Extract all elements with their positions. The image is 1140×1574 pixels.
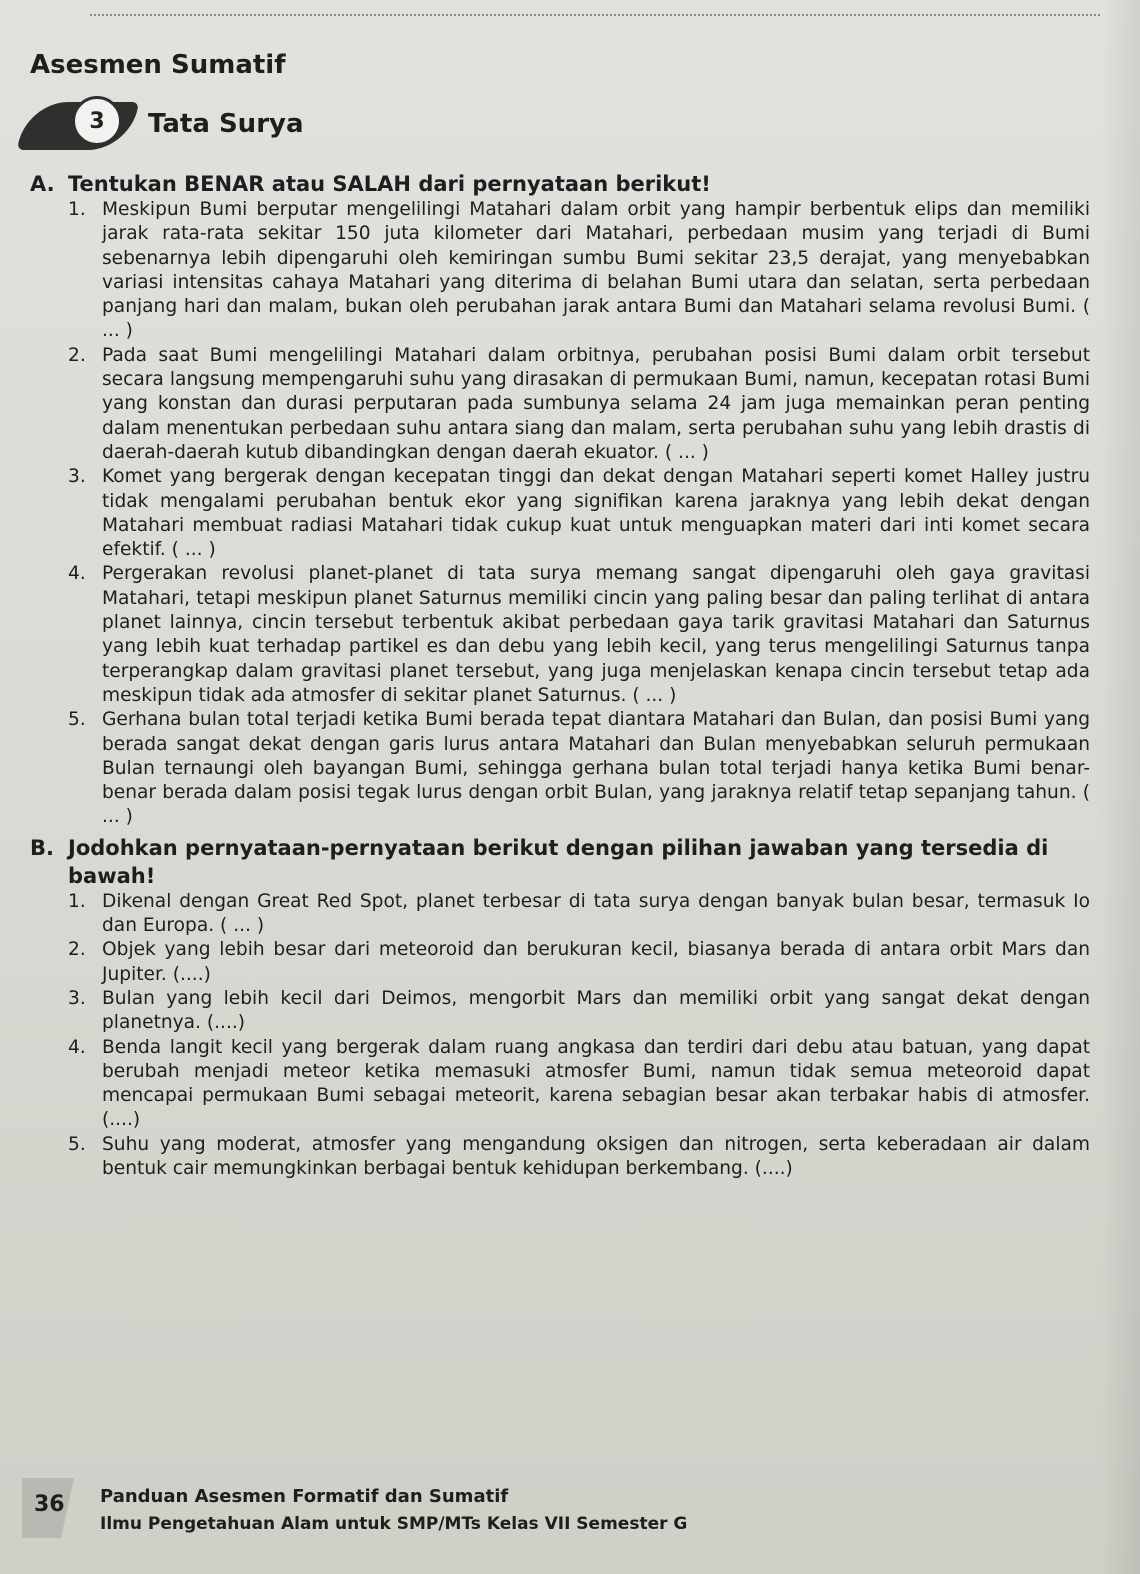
question-number: 5. (68, 709, 86, 731)
chapter-header (22, 94, 304, 154)
question-item (68, 562, 1090, 708)
question-item (68, 1133, 1090, 1182)
question-number: 1. (68, 199, 86, 220)
book-series-title: Panduan Asesmen Formatif dan Sumatif (100, 1486, 509, 1507)
question-item (68, 465, 1090, 562)
question-content (30, 170, 1090, 1185)
page-footer (22, 1470, 1122, 1570)
question-text: Benda langit kecil yang bergerak dalam ruang angkasa dan terdiri dari debu atau batuan, yang dapat berubah menjadi meteor ketika memasuki atmosfer Bumi, namun tidak semua meteoroid dapat mencapai permukaan Bumi sebagai meteorit, karena sebagian besar akan terbakar habis di atmosfer. (....) (102, 1036, 1090, 1131)
question-number: 4. (68, 563, 86, 585)
question-text: Suhu yang moderat, atmosfer yang mengandung oksigen dan nitrogen, serta keberadaan air dalam bentuk cair memungkinkan berbagai bentuk kehidupan berkembang. (....) (102, 1133, 1090, 1179)
chapter-badge-icon (22, 94, 140, 154)
page-number: 36 (34, 1492, 65, 1517)
question-item (68, 890, 1090, 939)
question-text: Pada saat Bumi mengelilingi Matahari dalam orbitnya, perubahan posisi Bumi dalam orbit tersebut secara langsung mempengaruhi suhu yang dirasakan di permukaan Bumi, namun, kecepatan rotasi Bumi yang konstan dan durasi perputaran pada sumbunya selama 24 jam juga memainkan peran penting dalam menentukan perbedaan suhu antara siang dan malam, serta perubahan suhu yang lebih drastis di daerah-daerah kutub dibandingkan dengan daerah ekuator. ( ... ) (102, 344, 1090, 463)
question-text: Dikenal dengan Great Red Spot, planet terbesar di tata surya dengan banyak bulan besar, termasuk Io dan Europa. ( ... ) (102, 890, 1090, 937)
question-item (68, 1036, 1090, 1133)
book-subject-title: Ilmu Pengetahuan Alam untuk SMP/MTs Kelas VII Semester G (100, 1514, 688, 1534)
question-item (68, 198, 1090, 344)
section-instruction: Tentukan BENAR atau SALAH dari pernyataan berikut! (68, 172, 711, 196)
section-a-heading (30, 170, 1090, 198)
section-instruction: Jodohkan pernyataan-pernyataan berikut dengan pilihan jawaban yang tersedia di bawah! (68, 835, 1049, 888)
question-item (68, 708, 1090, 829)
section-letter: A. (30, 172, 55, 196)
section-a-questions (30, 198, 1090, 830)
chapter-number: 3 (72, 96, 122, 146)
question-number: 2. (68, 939, 86, 961)
question-item (68, 938, 1090, 987)
question-number: 3. (68, 466, 86, 488)
chapter-title: Tata Surya (148, 109, 304, 139)
question-text: Objek yang lebih besar dari meteoroid dan berukuran kecil, biasanya berada di antara orbit Mars dan Jupiter. (....) (102, 939, 1090, 985)
top-dotted-divider (90, 14, 1100, 16)
section-b-questions (30, 890, 1090, 1182)
question-number: 1. (68, 890, 86, 912)
question-item (68, 344, 1090, 465)
question-item (68, 987, 1090, 1036)
question-text: Bulan yang lebih kecil dari Deimos, mengorbit Mars dan memiliki orbit yang sangat dekat dengan planetnya. (....) (102, 987, 1090, 1034)
section-letter: B. (30, 835, 54, 860)
page-title: Asesmen Sumatif (30, 50, 286, 80)
section-b-heading (30, 834, 1090, 890)
question-number: 2. (68, 344, 86, 366)
question-number: 3. (68, 987, 86, 1009)
question-text: Gerhana bulan total terjadi ketika Bumi berada tepat diantara Matahari dan Bulan, dan posisi Bumi yang berada sangat dekat dengan garis lurus antara Matahari dan Bulan menyebabkan seluruh permukaan Bulan ternaungi oleh bayangan Bumi, sehingga gerhana bulan total terjadi hanya ketika Bumi benar-benar berada dalam posisi tegak lurus dengan orbit Bulan, yang jaraknya relatif tetap sepanjang tahun. ( ... ) (102, 709, 1090, 828)
question-text: Meskipun Bumi berputar mengelilingi Matahari dalam orbit yang hampir berbentuk elips dan memiliki jarak rata-rata sekitar 150 juta kilometer dari Matahari, perbedaan musim yang terjadi di Bumi sebenarnya lebih dipengaruhi oleh kemiringan sumbu Bumi sekitar 23,5 derajat, yang menyebabkan variasi intensitas cahaya Matahari yang diterima di belahan Bumi utara dan selatan, serta perbedaan panjang hari dan malam, bukan oleh perubahan jarak antara Bumi dan Matahari selama revolusi Bumi. ( ... ) (102, 199, 1090, 342)
question-number: 4. (68, 1036, 86, 1058)
question-number: 5. (68, 1133, 86, 1155)
question-text: Komet yang bergerak dengan kecepatan tinggi dan dekat dengan Matahari seperti komet Halley justru tidak mengalami perubahan bentuk ekor yang signifikan karena jaraknya yang lebih dekat dengan Matahari membuat radiasi Matahari tidak cukup kuat untuk menguapkan materi dari inti komet secara efektif. ( ... ) (102, 466, 1090, 561)
page-edge-shadow (1100, 0, 1140, 1574)
question-text: Pergerakan revolusi planet-planet di tata surya memang sangat dipengaruhi oleh gaya gravitasi Matahari, tetapi meskipun planet Saturnus memiliki cincin yang paling besar dan paling terlihat di antara planet lainnya, cincin tersebut terbentuk akibat perbedaan gaya tarik gravitasi Matahari dan Saturnus yang lebih kuat terhadap partikel es dan debu yang lebih kecil, yang terus mengelilingi Saturnus tanpa terperangkap dalam gravitasi planet tersebut, yang juga menjelaskan kenapa cincin tersebut tetap ada meskipun tidak ada atmosfer di sekitar planet Saturnus. ( ... ) (102, 563, 1090, 706)
